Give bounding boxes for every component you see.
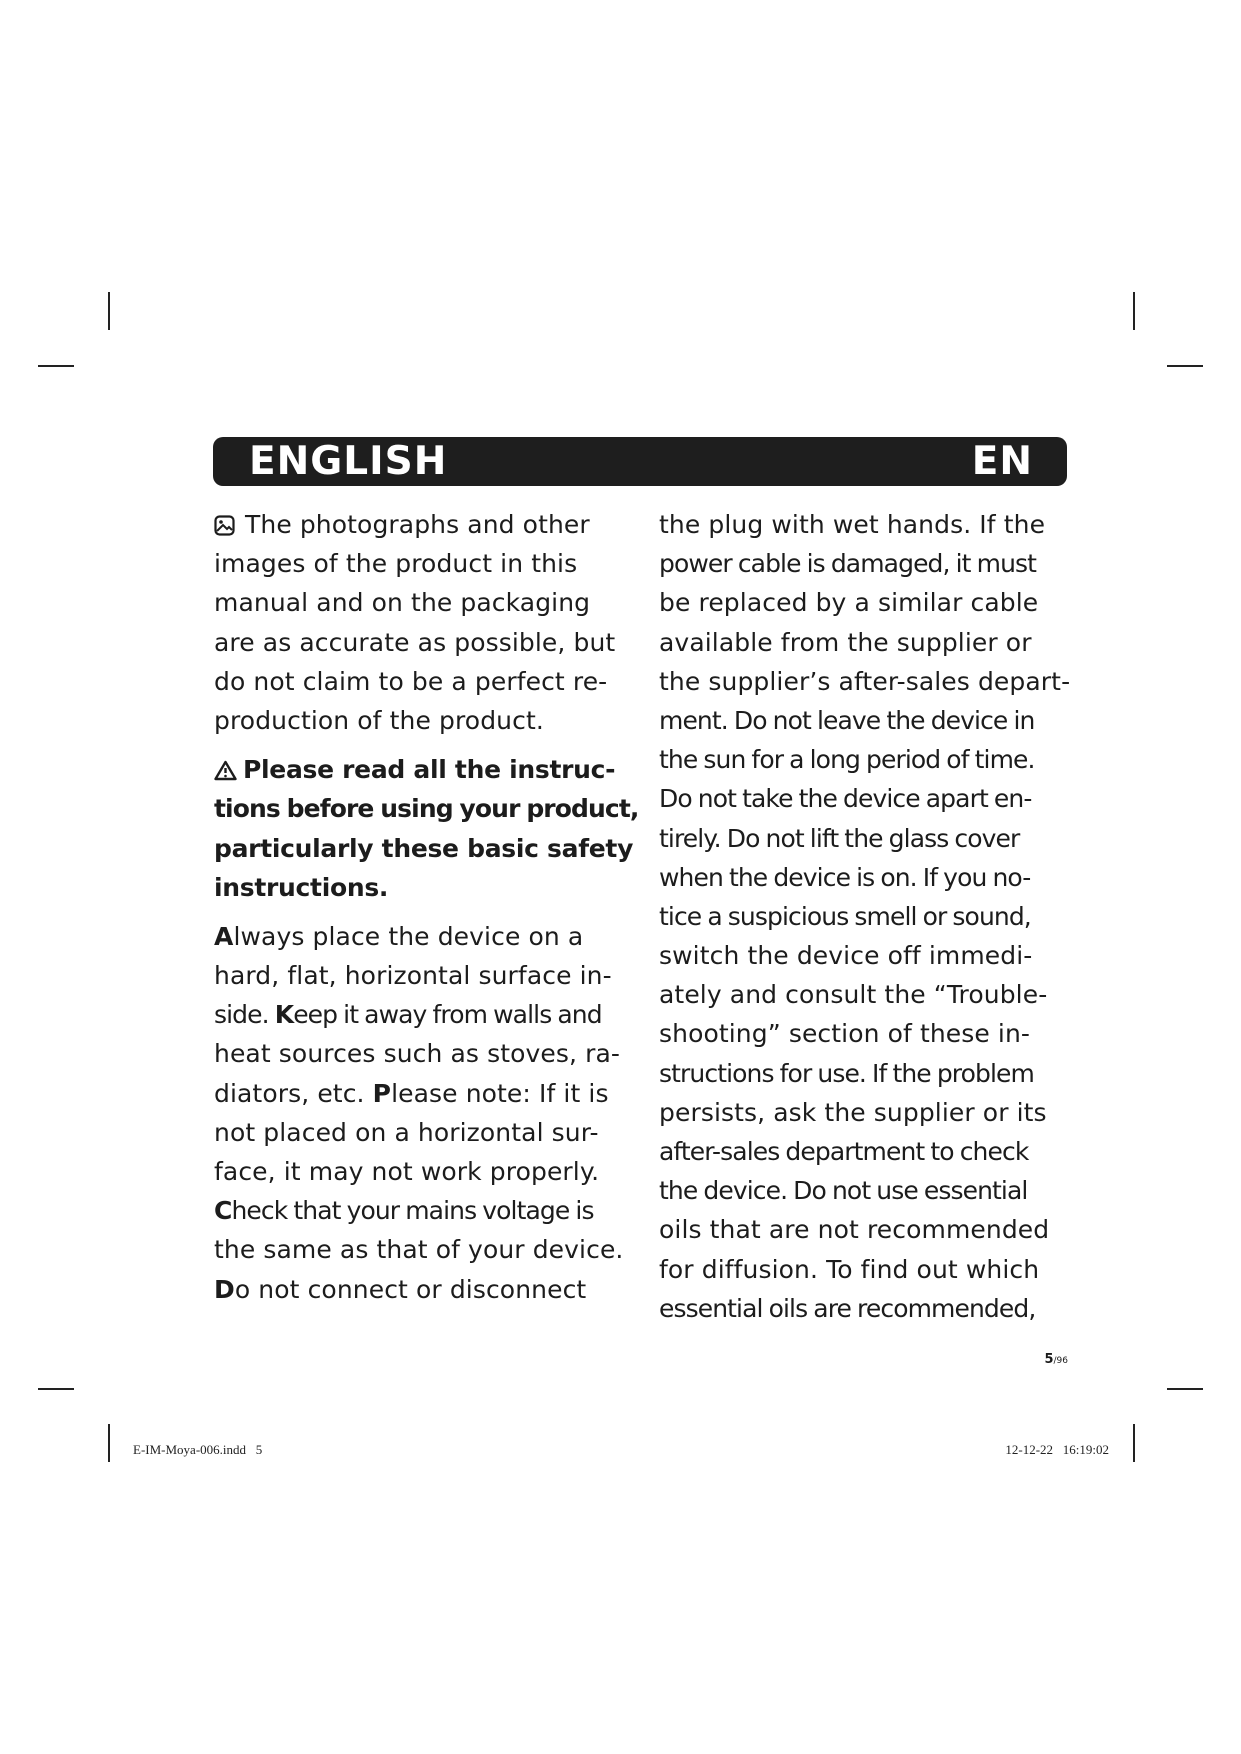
initial-cap: D xyxy=(214,1274,235,1304)
body-line: structions for use. If the problem xyxy=(659,1058,1034,1088)
body-line: lways place the device on a xyxy=(233,921,584,951)
body-line: o not connect or disconnect xyxy=(234,1274,587,1304)
body-line: heat sources such as stoves, ra- xyxy=(214,1039,621,1069)
body-line: diators, etc. xyxy=(214,1078,373,1108)
page-current: 5 xyxy=(1044,1352,1054,1367)
crop-mark-bottom-right-v xyxy=(1133,1424,1135,1462)
crop-mark-bottom-left-v xyxy=(108,1424,110,1462)
body-line: power cable is damaged, it must xyxy=(659,549,1037,579)
safety-warning xyxy=(214,750,639,907)
image-note-line: production of the product. xyxy=(214,705,544,735)
body-line: heck that your mains voltage is xyxy=(231,1196,594,1226)
body-line: the sun for a long period of time. xyxy=(659,745,1035,775)
right-column xyxy=(659,505,1084,1328)
body-line: shooting” section of these in- xyxy=(659,1019,1031,1049)
crop-mark-top-right-v xyxy=(1133,292,1135,330)
body-line: for diffusion. To find out which xyxy=(659,1254,1040,1284)
body-line: persists, ask the supplier or its xyxy=(659,1097,1047,1127)
body-line: when the device is on. If you no- xyxy=(659,862,1031,892)
warning-line: particularly these basic safety xyxy=(214,833,634,863)
body-line: side. xyxy=(214,1000,275,1030)
body-line: be replaced by a similar cable xyxy=(659,588,1039,618)
safety-instructions xyxy=(214,917,634,1309)
body-line: tice a suspicious smell or sound, xyxy=(659,901,1031,931)
body-line: hard, flat, horizontal surface in- xyxy=(214,961,612,991)
initial-cap: K xyxy=(274,1000,294,1030)
page-total: /96 xyxy=(1053,1356,1068,1366)
header-title: ENGLISH xyxy=(249,439,448,484)
slug-timestamp: 12-12-22 16:19:02 xyxy=(1005,1442,1109,1457)
warning-line: Please read all the instruc- xyxy=(243,755,616,785)
body-line: oils that are not recommended xyxy=(659,1215,1050,1245)
body-line: the plug with wet hands. If the xyxy=(659,510,1046,539)
image-icon xyxy=(214,508,235,547)
body-line: ately and consult the “Trouble- xyxy=(659,980,1048,1010)
warning-triangle-icon xyxy=(214,753,237,792)
body-line: ment. Do not leave the device in xyxy=(659,705,1035,735)
body-line: the supplier’s after-sales depart- xyxy=(659,666,1071,696)
body-line: eep it away from walls and xyxy=(293,1000,602,1030)
left-column xyxy=(214,505,639,1309)
body-line: the device. Do not use essential xyxy=(659,1176,1028,1206)
page-number xyxy=(1044,1352,1068,1367)
image-disclaimer xyxy=(214,505,634,740)
body-line: tirely. Do not lift the glass cover xyxy=(659,823,1020,853)
warning-line: tions before using your product, xyxy=(214,794,639,824)
body-line: available from the supplier or xyxy=(659,627,1032,657)
initial-cap: C xyxy=(214,1196,232,1226)
initial-cap: P xyxy=(372,1078,392,1108)
body-line: after-sales department to check xyxy=(659,1137,1029,1166)
slug-filename: E-IM-Moya-006.indd 5 xyxy=(133,1442,263,1457)
body-line: not placed on a horizontal sur- xyxy=(214,1117,599,1147)
crop-mark-bottom-right-h xyxy=(1167,1388,1203,1390)
body-line: switch the device off immedi- xyxy=(659,941,1033,971)
crop-mark-top-left-v xyxy=(108,292,110,330)
header-language-code: EN xyxy=(971,439,1033,484)
body-line: essential oils are recommended, xyxy=(659,1293,1036,1323)
crop-mark-top-left-h xyxy=(38,365,74,367)
body-line: Do not take the device apart en- xyxy=(659,784,1032,814)
body-line: the same as that of your device. xyxy=(214,1235,624,1265)
warning-line: instructions. xyxy=(214,872,389,902)
body-line: face, it may not work properly. xyxy=(214,1157,600,1186)
image-note-line: The photographs and other xyxy=(245,510,590,539)
image-note-line: images of the product in this xyxy=(214,549,578,579)
crop-mark-bottom-left-h xyxy=(38,1388,74,1390)
image-note-line: manual and on the packaging xyxy=(214,588,591,618)
body-line: lease note: If it is xyxy=(391,1078,609,1108)
language-header xyxy=(213,437,1067,486)
image-note-line: do not claim to be a perfect re- xyxy=(214,666,608,696)
image-note-line: are as accurate as possible, but xyxy=(214,627,616,657)
crop-mark-top-right-h xyxy=(1167,365,1203,367)
initial-cap: A xyxy=(214,921,234,951)
